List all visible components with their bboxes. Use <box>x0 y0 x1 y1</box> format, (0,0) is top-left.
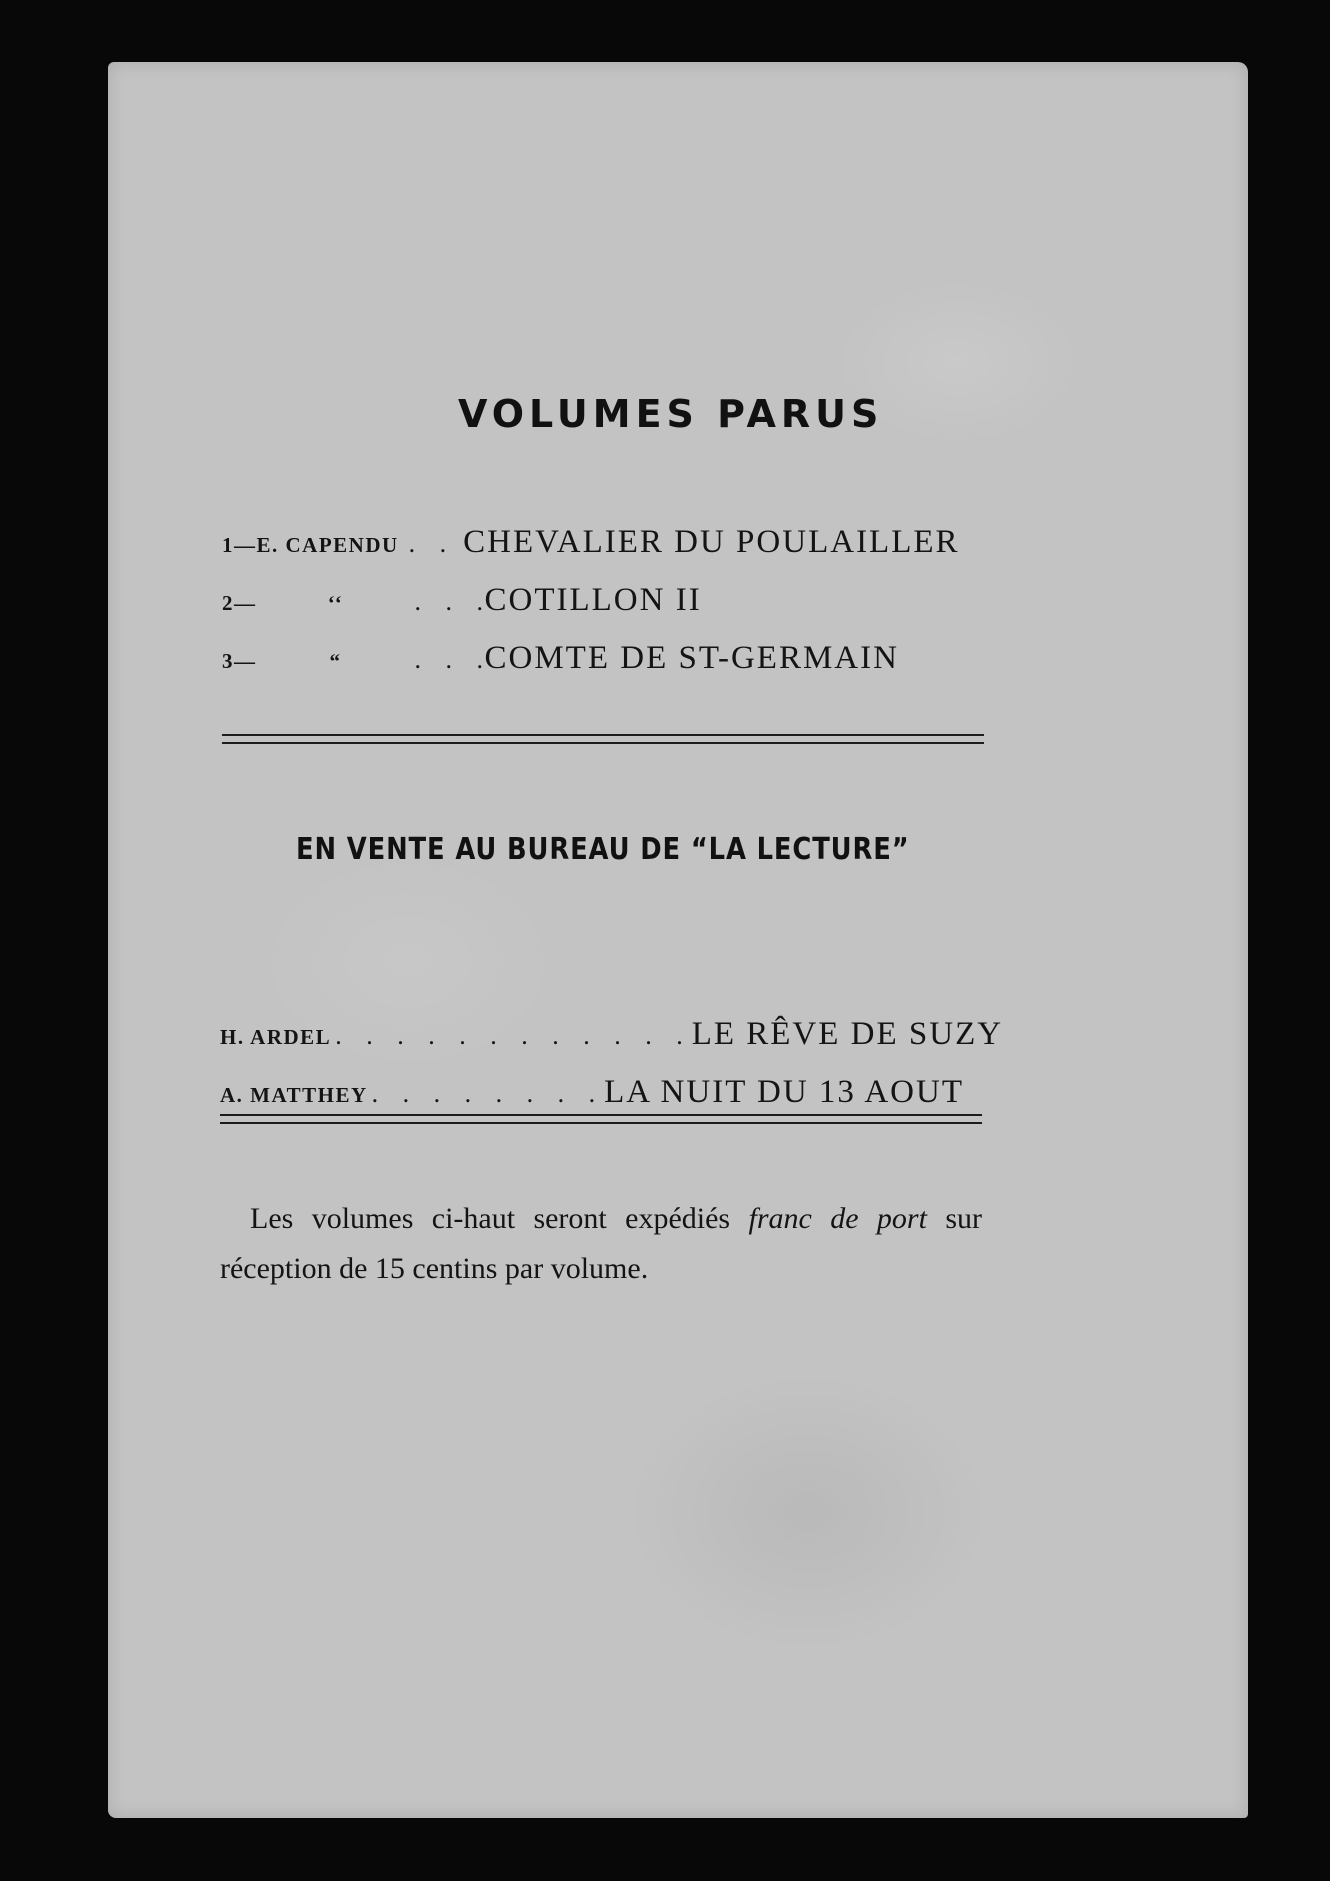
note-italic: franc de port <box>748 1202 927 1235</box>
row-title: LE RÊVE DE SUZY <box>691 1016 1004 1052</box>
note-line-2: réception de 15 centins par volume. <box>220 1252 649 1285</box>
row-author: H. ARDEL <box>220 1025 332 1049</box>
row-dots: . . . . . . . . <box>371 1079 605 1108</box>
row-dots: . . . <box>414 645 492 674</box>
row-number: 2— <box>222 591 257 615</box>
document-page <box>108 62 1248 1818</box>
published-row-3 <box>222 640 899 677</box>
row-number: 3— <box>222 649 257 673</box>
note-line-1 <box>220 1194 982 1244</box>
section-divider-1 <box>222 734 984 744</box>
row-title: COMTE DE ST-GERMAIN <box>484 640 899 676</box>
row-ditto: “ <box>329 649 342 673</box>
row-dots: . . <box>408 529 456 558</box>
row-author: A. MATTHEY <box>220 1083 368 1107</box>
row-title: LA NUIT DU 13 AOUT <box>604 1074 965 1110</box>
shipping-note <box>220 1194 982 1294</box>
page-heading: VOLUMES PARUS <box>458 392 884 436</box>
row-dots: . . . <box>414 587 492 616</box>
row-ditto: ‘‘ <box>327 591 344 615</box>
sale-row-1 <box>220 1016 1003 1053</box>
row-title: COTILLON II <box>484 582 702 618</box>
row-author: E. CAPENDU <box>256 533 399 557</box>
row-dots: . . . . . . . . . . . . <box>335 1021 692 1050</box>
row-title: CHEVALIER DU POULAILLER <box>463 524 960 560</box>
sale-row-2 <box>220 1074 964 1111</box>
published-row-1 <box>222 524 960 561</box>
published-row-2 <box>222 582 702 619</box>
section-divider-2 <box>220 1114 982 1124</box>
row-number: 1— <box>222 533 257 557</box>
note-text-end: sur <box>926 1202 982 1235</box>
sale-heading: EN VENTE AU BUREAU DE “LA LECTURE” <box>296 832 910 867</box>
note-text: Les volumes ci-haut seront expédiés <box>250 1202 749 1235</box>
